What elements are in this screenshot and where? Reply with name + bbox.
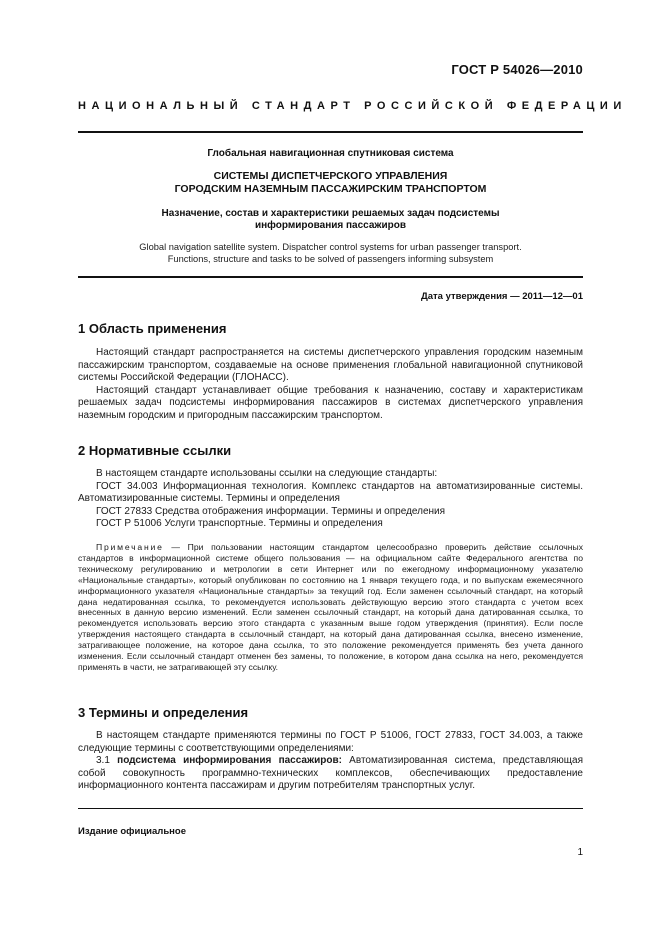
section-1-paragraph-1: Настоящий стандарт распространяется на системы диспетчерского управления городским наземным пассажирским транспортом, создаваемые на основе применения глобальной навигационной спутниковой системы Российской Федерации (ГЛОНАСС). <box>78 347 583 384</box>
section-3-intro: В настоящем стандарте применяются термины по ГОСТ Р 51006, ГОСТ 27833, ГОСТ 34.003, а также следующие термины с соответствующими определениями: <box>78 730 583 754</box>
term-number: 3.1 <box>96 755 118 767</box>
edition-label: Издание официальное <box>78 826 186 837</box>
section-3-body <box>78 730 583 793</box>
footer-rule <box>78 808 583 809</box>
section-1-paragraph-2: Настоящий стандарт устанавливает общие требования к назначению, составу и характеристикам решаемых задач подсистемы информирования пассажиров в системах диспетчерского управления наземным городским и пригородным пассажирским транспортом. <box>78 384 583 421</box>
title-rule <box>78 276 583 278</box>
section-1-body <box>78 347 583 423</box>
section-3-heading: 3 Термины и определения <box>78 705 249 720</box>
subtitle <box>78 208 583 232</box>
main-title <box>78 170 583 196</box>
approval-date: Дата утверждения — 2011—12—01 <box>420 291 583 302</box>
english-title-line-2: Functions, structure and tasks to be solved of passengers informing subsystem <box>167 254 494 264</box>
national-standard-banner: НАЦИОНАЛЬНЫЙ СТАНДАРТ РОССИЙСКОЙ ФЕДЕРАЦИИ <box>78 100 627 112</box>
main-title-line-2: ГОРОДСКИМ НАЗЕМНЫМ ПАССАЖИРСКИМ ТРАНСПОРТОМ <box>174 183 487 195</box>
english-title <box>78 241 583 265</box>
note-label: Примечание <box>96 542 164 552</box>
subtitle-line-2: информирования пассажиров <box>254 220 407 231</box>
reference-gost-27833: ГОСТ 27833 Средства отображения информации. Термины и определения <box>96 505 446 517</box>
term-definition: Автоматизированная система, представляющая собой совокупность программно-технических комплексов, обеспечивающих предоставление информационного контента пассажирам и другим потребителям транспортных услуг. <box>78 755 583 792</box>
subtitle-line-1: Назначение, состав и характеристики решаемых задач подсистемы <box>161 208 500 219</box>
section-2-intro: В настоящем стандарте использованы ссылки на следующие стандарты: <box>96 468 438 479</box>
gns-title: Глобальная навигационная спутниковая система <box>207 148 454 159</box>
section-1-heading: 1 Область применения <box>78 321 227 336</box>
page-number: 1 <box>577 847 583 858</box>
note-paragraph <box>78 542 583 673</box>
reference-gost-r-51006: ГОСТ Р 51006 Услуги транспортные. Термины и определения <box>96 518 383 530</box>
main-title-line-1: СИСТЕМЫ ДИСПЕТЧЕРСКОГО УПРАВЛЕНИЯ <box>213 170 448 182</box>
term-name: подсистема информирования пассажиров: <box>117 755 342 767</box>
english-title-line-1: Global navigation satellite system. Dispatcher control systems for urban passenger transport. <box>139 242 522 252</box>
reference-gost-34003: ГОСТ 34.003 Информационная технология. Комплекс стандартов на автоматизированные системы. Автоматизированные системы. Термины и определения <box>78 480 583 505</box>
note-text: — При пользовании настоящим стандартом целесообразно проверить действие ссылочных стандартов в информационной системе общего пользования — на официальном сайте Федерального агентства по техническому регулированию и метрологии в сети Интернет или по ежегодному информационному указателю «Национальные стандарты», который опубликован по состоянию на 1 января текущего года, и по выпускам ежемесячного информационного указателя «Национальные стандарты» за текущий год. Если заменен ссылочный стандарт, на который дана недатированная ссылка, то рекомендуется использовать действующую версию этого стандарта с учетом всех внесенных в данную версию изменений. Если заменен ссылочный стандарт, на который дана датированная ссылка, то рекомендуется использовать версию этого стандарта с указанным выше годом утверждения (принятия). Если после утверждения настоящего стандарта в ссылочный стандарт, на который дана датированная ссылка, внесено изменение, затрагивающее положение, на которое дана ссылка, то это положение рекомендуется применять без учета данного изменения. Если ссылочный стандарт отменен без замены, то положение, в котором дана ссылка на него, рекомендуется применять в части, не затрагивающей эту ссылку. <box>78 542 583 672</box>
section-2-note <box>78 542 583 673</box>
section-2-body <box>78 468 583 531</box>
section-2-heading: 2 Нормативные ссылки <box>78 443 232 458</box>
header-rule <box>78 131 583 133</box>
term-3-1 <box>78 755 583 793</box>
doc-code: ГОСТ Р 54026—2010 <box>451 62 583 77</box>
